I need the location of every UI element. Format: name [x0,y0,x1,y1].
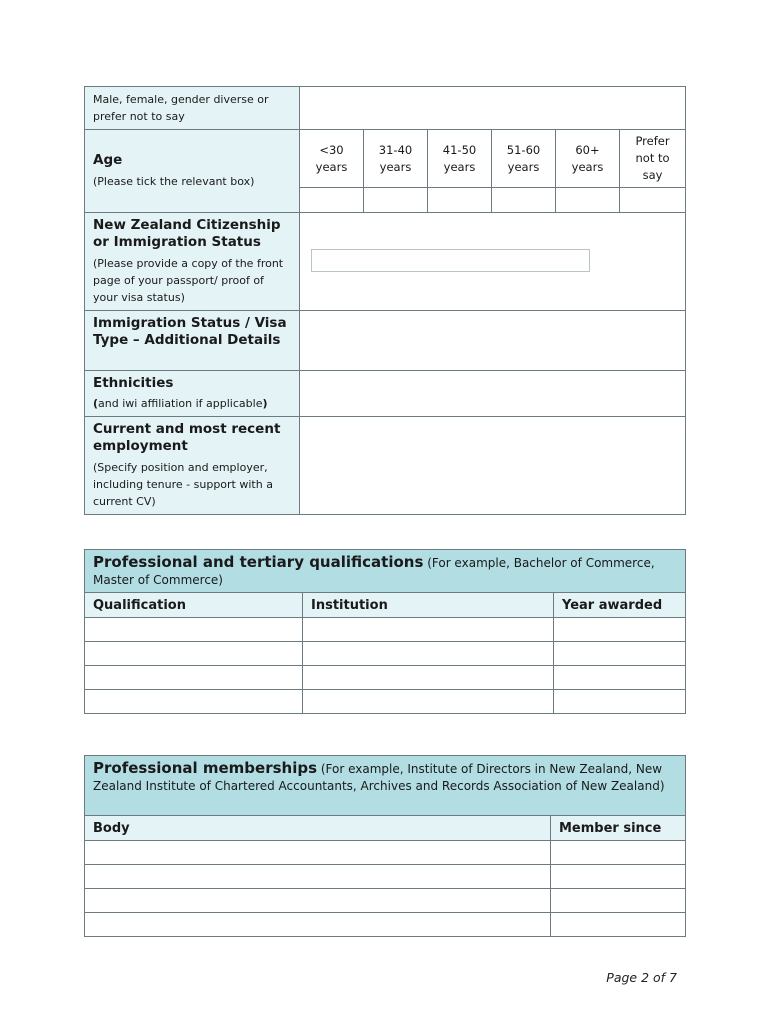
table-row [85,690,686,714]
page-number: Page 2 of 7 [606,970,677,985]
visa-answer-cell[interactable] [300,311,686,371]
age-tick-under-30[interactable] [300,188,364,213]
ethnicities-title: Ethnicities [93,375,174,391]
age-tick-41-50[interactable] [428,188,492,213]
age-option-60-plus: 60+ years [556,130,620,188]
institution-cell[interactable] [303,666,554,690]
table-row [85,913,686,937]
member-since-cell[interactable] [551,841,686,865]
ethnicities-answer-cell[interactable] [300,371,686,417]
memberships-header [85,756,686,816]
body-cell[interactable] [85,841,551,865]
member-since-cell[interactable] [551,913,686,937]
year-cell[interactable] [554,690,686,714]
col-member-since: Member since [551,816,686,841]
memberships-title: Professional memberships [93,759,318,777]
age-option-41-50: 41-50 years [428,130,492,188]
col-qualification: Qualification [85,593,303,618]
employment-note: (Specify position and employer, including tenure - support with a current CV) [93,461,273,508]
body-cell[interactable] [85,865,551,889]
year-cell[interactable] [554,642,686,666]
citizenship-title: New Zealand Citizenship or Immigration Status [93,217,281,250]
age-note: (Please tick the relevant box) [93,175,255,188]
employment-title: Current and most recent employment [93,421,281,454]
qualifications-header [85,550,686,593]
institution-cell[interactable] [303,690,554,714]
ethnicities-note: (and iwi affiliation if applicable) [93,397,268,410]
visa-title: Immigration Status / Visa Type – Additional Details [93,315,287,348]
body-cell[interactable] [85,913,551,937]
table-row [85,865,686,889]
institution-cell[interactable] [303,618,554,642]
institution-cell[interactable] [303,642,554,666]
personal-details-table [84,86,686,515]
member-since-cell[interactable] [551,889,686,913]
gender-label-cell [85,87,300,130]
age-option-31-40: 31-40 years [364,130,428,188]
age-label-cell [85,130,300,213]
year-cell[interactable] [554,666,686,690]
year-cell[interactable] [554,618,686,642]
qualifications-example: (For example, Bachelor of Commerce, Master of Commerce) [93,556,655,587]
age-tick-51-60[interactable] [492,188,556,213]
qualification-cell[interactable] [85,666,303,690]
qualification-cell[interactable] [85,690,303,714]
qualifications-table [84,549,686,714]
col-body: Body [85,816,551,841]
col-institution: Institution [303,593,554,618]
memberships-example: (For example, Institute of Directors in New Zealand, New Zealand Institute of Chartered Accountants, Archives and Records Association of New Zealand) [93,762,665,793]
qualification-cell[interactable] [85,642,303,666]
employment-answer-cell[interactable] [300,417,686,515]
memberships-table [84,755,686,937]
citizenship-label-cell [85,213,300,311]
visa-label-cell [85,311,300,371]
table-row [85,666,686,690]
age-tick-60-plus[interactable] [556,188,620,213]
employment-label-cell [85,417,300,515]
citizenship-input[interactable] [311,249,590,272]
member-since-cell[interactable] [551,865,686,889]
qualifications-title: Professional and tertiary qualifications [93,553,424,571]
body-cell[interactable] [85,889,551,913]
table-row [85,841,686,865]
age-title: Age [93,152,123,168]
gender-label: Male, female, gender diverse or prefer not to say [93,93,269,123]
age-option-under-30: <30 years [300,130,364,188]
gender-answer-cell[interactable] [300,87,686,130]
col-year-awarded: Year awarded [554,593,686,618]
table-row [85,642,686,666]
age-tick-prefer-not[interactable] [620,188,686,213]
table-row [85,618,686,642]
ethnicities-label-cell [85,371,300,417]
age-option-51-60: 51-60 years [492,130,556,188]
age-tick-31-40[interactable] [364,188,428,213]
qualification-cell[interactable] [85,618,303,642]
citizenship-note: (Please provide a copy of the front page of your passport/ proof of your visa status) [93,257,284,304]
table-row [85,889,686,913]
age-option-prefer-not: Prefer not to say [620,130,686,188]
